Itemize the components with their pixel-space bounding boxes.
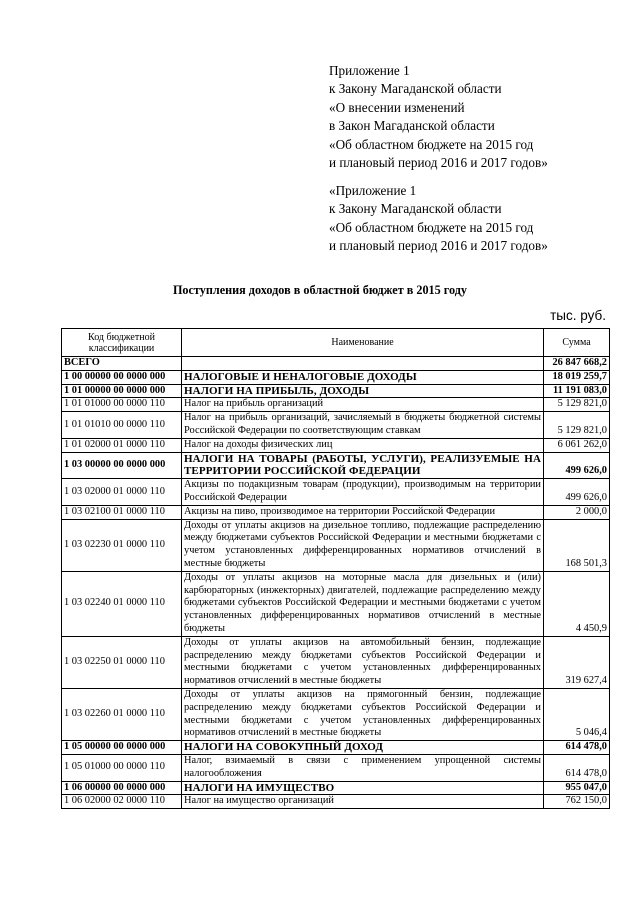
header-code: Код бюджетной классификации [62, 329, 182, 357]
row-sum-cell: 4 450,9 [544, 571, 610, 636]
row-code-cell: ВСЕГО [62, 357, 182, 371]
row-name-cell: Акцизы на пиво, производимое на территории Российской Федерации [182, 505, 544, 519]
row-name-cell: НАЛОГИ НА ИМУЩЕСТВО [182, 781, 544, 795]
row-name-cell: НАЛОГИ НА ПРИБЫЛЬ, ДОХОДЫ [182, 384, 544, 398]
row-sum-cell: 5 046,4 [544, 688, 610, 740]
row-name-cell: Доходы от уплаты акцизов на дизельное топливо, подлежащие распределению между бюджетами субъектов Российской Федерации и местными бюджетами с учетом установленных дифференцированных нормативов отчислений в местные бюджеты [182, 519, 544, 571]
appendix-header-original [329, 182, 629, 256]
row-code-cell: 1 03 02240 01 0000 110 [62, 571, 182, 636]
row-code-cell: 1 01 01010 00 0000 110 [62, 412, 182, 439]
table-row [62, 505, 610, 519]
row-name-cell: Налог на имущество организаций [182, 795, 544, 809]
row-sum-cell: 6 061 262,0 [544, 438, 610, 452]
table-row [62, 571, 610, 636]
table-row [62, 781, 610, 795]
appendix-line: в Закон Магаданской области [329, 118, 495, 134]
row-name-cell: Доходы от уплаты акцизов на автомобильный бензин, подлежащие распределению между бюджетами субъектов Российской Федерации и местными бюджетами с учетом установленных дифференцированных нормативов отчислений в местные бюджеты [182, 636, 544, 688]
table-row [62, 636, 610, 688]
row-sum-cell: 955 047,0 [544, 781, 610, 795]
row-code-cell: 1 03 02100 01 0000 110 [62, 505, 182, 519]
row-sum-cell: 2 000,0 [544, 505, 610, 519]
appendix-line: к Закону Магаданской области [329, 201, 502, 217]
row-sum-cell: 11 191 083,0 [544, 384, 610, 398]
appendix-header-current [329, 62, 629, 172]
table-row [62, 357, 610, 371]
row-sum-cell: 5 129 821,0 [544, 412, 610, 439]
appendix-line: «Приложение 1 [329, 183, 417, 198]
row-name-cell: НАЛОГИ НА СОВОКУПНЫЙ ДОХОД [182, 741, 544, 755]
appendix-line: и плановый период 2016 и 2017 годов» [329, 155, 548, 171]
row-sum-cell: 614 478,0 [544, 741, 610, 755]
row-name-cell: НАЛОГИ НА ТОВАРЫ (РАБОТЫ, УСЛУГИ), РЕАЛИЗУЕМЫЕ НА ТЕРРИТОРИИ РОССИЙСКОЙ ФЕДЕРАЦИИ [182, 452, 544, 479]
header-sum: Сумма [544, 329, 610, 357]
row-code-cell: 1 03 02250 01 0000 110 [62, 636, 182, 688]
row-name-cell: Налог, взимаемый в связи с применением упрощенной системы налогообложения [182, 754, 544, 781]
row-code-cell: 1 06 00000 00 0000 000 [62, 781, 182, 795]
row-name-cell [182, 357, 544, 371]
table-row [62, 479, 610, 506]
row-code-cell: 1 06 02000 02 0000 110 [62, 795, 182, 809]
row-name-cell: Доходы от уплаты акцизов на прямогонный бензин, подлежащие распределению между бюджетами субъектов Российской Федерации и местными бюджетами с учетом установленных дифференцированных нормативов отчислений в местные бюджеты [182, 688, 544, 740]
revenue-table [61, 328, 610, 809]
appendix-line: и плановый период 2016 и 2017 годов» [329, 238, 548, 254]
appendix-line: «О внесении изменений [329, 99, 465, 115]
appendix-line: к Закону Магаданской области [329, 81, 502, 97]
appendix-line: «Об областном бюджете на 2015 год [329, 219, 534, 235]
appendix-line: «Об областном бюджете на 2015 год [329, 136, 534, 152]
row-code-cell: 1 03 02000 01 0000 110 [62, 479, 182, 506]
row-sum-cell: 499 626,0 [544, 452, 610, 479]
row-sum-cell: 168 501,3 [544, 519, 610, 571]
row-code-cell: 1 00 00000 00 0000 000 [62, 370, 182, 384]
row-code-cell: 1 01 02000 01 0000 110 [62, 438, 182, 452]
table-row [62, 688, 610, 740]
table-row [62, 452, 610, 479]
table-header-row [62, 329, 610, 357]
row-name-cell: Налог на прибыль организаций [182, 398, 544, 412]
table-row [62, 412, 610, 439]
table-row [62, 795, 610, 809]
table-row [62, 398, 610, 412]
table-row [62, 741, 610, 755]
table-body [62, 357, 610, 809]
table-row [62, 384, 610, 398]
row-code-cell: 1 03 00000 00 0000 000 [62, 452, 182, 479]
row-code-cell: 1 05 00000 00 0000 000 [62, 741, 182, 755]
row-code-cell: 1 01 01000 00 0000 110 [62, 398, 182, 412]
row-sum-cell: 319 627,4 [544, 636, 610, 688]
row-sum-cell: 18 019 259,7 [544, 370, 610, 384]
row-sum-cell: 614 478,0 [544, 754, 610, 781]
row-sum-cell: 762 150,0 [544, 795, 610, 809]
row-code-cell: 1 03 02230 01 0000 110 [62, 519, 182, 571]
row-name-cell: НАЛОГОВЫЕ И НЕНАЛОГОВЫЕ ДОХОДЫ [182, 370, 544, 384]
row-name-cell: Доходы от уплаты акцизов на моторные масла для дизельных и (или) карбюраторных (инжекторных) двигателей, подлежащие распределению между бюджетами субъектов Российской Федерации и местными бюджетами с учетом установленных дифференцированных нормативов отчислений в местные бюджеты [182, 571, 544, 636]
appendix-line: Приложение 1 [329, 63, 410, 78]
table-row [62, 370, 610, 384]
header-name: Наименование [182, 329, 544, 357]
units-label: тыс. руб. [550, 308, 606, 323]
row-sum-cell: 5 129 821,0 [544, 398, 610, 412]
row-name-cell: Акцизы по подакцизным товарам (продукции), производимым на территории Российской Федерации [182, 479, 544, 506]
row-code-cell: 1 03 02260 01 0000 110 [62, 688, 182, 740]
row-name-cell: Налог на доходы физических лиц [182, 438, 544, 452]
table-row [62, 519, 610, 571]
row-sum-cell: 499 626,0 [544, 479, 610, 506]
row-sum-cell: 26 847 668,2 [544, 357, 610, 371]
row-code-cell: 1 05 01000 00 0000 110 [62, 754, 182, 781]
row-code-cell: 1 01 00000 00 0000 000 [62, 384, 182, 398]
table-row [62, 438, 610, 452]
table-row [62, 754, 610, 781]
row-name-cell: Налог на прибыль организаций, зачисляемый в бюджеты бюджетной системы Российской Федерации по соответствующим ставкам [182, 412, 544, 439]
document-title: Поступления доходов в областной бюджет в 2015 году [172, 283, 468, 297]
